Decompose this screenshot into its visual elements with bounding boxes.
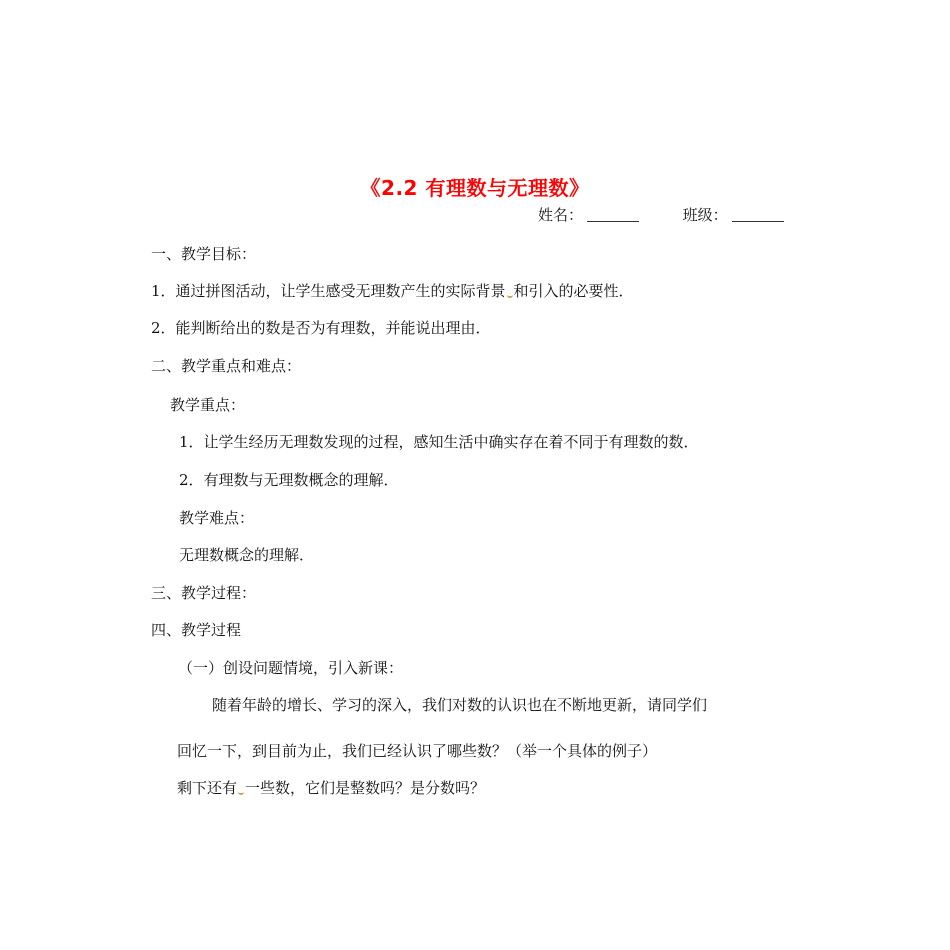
goal-item-1-text-cont: 和引入的必要性． xyxy=(513,282,634,300)
paragraph-line-3 xyxy=(177,778,485,798)
class-label: 班级： xyxy=(682,206,728,224)
key-points-label: 教学重点： xyxy=(170,396,246,414)
paragraph-line-3-text: 剩下还有 xyxy=(177,779,238,797)
difficulty-item: 无理数概念的理解． xyxy=(179,546,315,564)
section-heading-goals: 一、教学目标： xyxy=(151,245,257,263)
section-heading-key-points: 二、教学重点和难点： xyxy=(151,357,302,375)
name-blank xyxy=(587,207,639,222)
key-point-item-1: 1．让学生经历无理数发现的过程，感知生活中确实存在着不同于有理数的数． xyxy=(179,433,699,451)
document-title: 《2.2 有理数与无理数》 xyxy=(360,176,590,200)
subsection-heading: （一）创设问题情境，引入新课： xyxy=(178,659,404,677)
goal-item-1 xyxy=(151,281,634,301)
name-label: 姓名： xyxy=(538,206,584,224)
paragraph-line-2: 回忆一下，到目前为止，我们已经认识了哪些数？（举一个具体的例子） xyxy=(177,742,658,760)
goal-item-1-text: 1．通过拼图活动，让学生感受无理数产生的实际背景 xyxy=(151,282,506,300)
paragraph-line-3-text-cont: 一些数，它们是整数吗？是分数吗？ xyxy=(245,779,486,797)
goal-item-2: 2．能判断给出的数是否为有理数，并能说出理由． xyxy=(151,319,491,337)
annotation-mark xyxy=(507,293,513,298)
key-point-item-2: 2．有理数与无理数概念的理解． xyxy=(179,471,399,489)
section-heading-process-2: 四、教学过程 xyxy=(151,621,242,639)
difficulty-label: 教学难点： xyxy=(179,509,255,527)
class-blank xyxy=(732,207,784,222)
section-heading-process: 三、教学过程： xyxy=(151,584,257,602)
student-info-row xyxy=(538,204,784,225)
annotation-mark xyxy=(238,790,244,795)
paragraph-line-1: 随着年龄的增长、学习的深入，我们对数的认识也在不断地更新，请同学们 xyxy=(212,696,708,714)
